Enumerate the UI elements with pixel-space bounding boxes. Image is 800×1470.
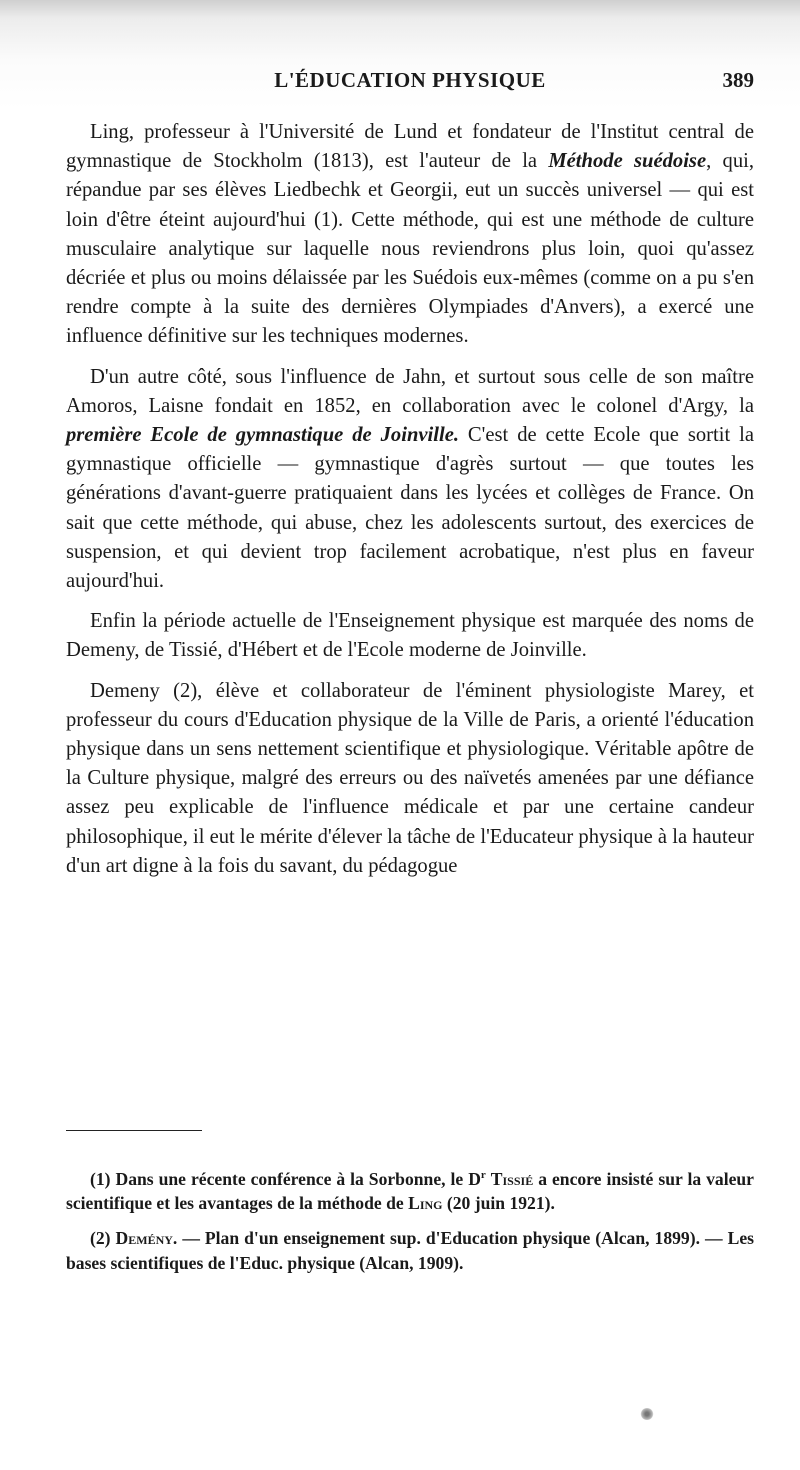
footnote-text: a encore insisté sur la valeur scientifique et les avantages de la méthode de: [66, 1169, 754, 1214]
emphasis-ecole-joinville: première Ecole de gymnastique de Joinville.: [66, 424, 459, 447]
paragraph-periode-actuelle: Enfin la période actuelle de l'Enseignement physique est marquée des noms de Demeny, de Tissié, d'Hébert et de l'Ecole moderne de Joinville.: [66, 610, 754, 662]
footnote-1: [66, 1167, 754, 1215]
footnotes: [66, 1167, 754, 1286]
running-title: L'ÉDUCATION PHYSIQUE: [274, 68, 546, 92]
emphasis-methode-suedoise: Méthode suédoise: [548, 150, 707, 173]
footnote-text: . — Plan d'un enseignement sup. d'Education physique (Alcan, 1899). — Les bases scientifiques de l'Educ. physique (Alcan, 1909).: [66, 1228, 754, 1273]
small-caps-name: Tissié: [490, 1169, 534, 1189]
footnote-2: [66, 1226, 754, 1274]
paragraph-text: D'un autre côté, sous l'influence de Jahn, et surtout sous celle de son maître Amoros, Laisne fondait en 1852, en collaboration avec le colonel d'Argy, la: [66, 365, 754, 417]
page-number: 389: [722, 68, 754, 92]
paragraph-ling: [66, 118, 754, 352]
superscript: r: [480, 1169, 486, 1182]
paragraph-joinville: [66, 363, 754, 597]
ink-speck: [640, 1408, 654, 1420]
page-body: [66, 118, 754, 892]
paragraph-text: , qui, répandue par ses élèves Liedbechk et Georgii, eut un succès universel — qui est loin d'être éteint aujourd'hui (1). Cette méthode, qui est une méthode de culture musculaire analytique sur laquelle nous reviendrons plus loin, quoi qu'assez décriée et plus ou moins délaissée par les Suédois eux-mêmes (comme on a pu s'en rendre compte à la suite des dernières Olympiades d'Anvers), a exercé une influence définitive sur les techniques modernes.: [66, 150, 754, 348]
paragraph-text: Ling, professeur à l'Université de Lund et fondateur de l'Institut central de gymnastique de Stockholm (1813), est l'auteur de la: [66, 121, 754, 173]
small-caps-name: Ling: [408, 1193, 443, 1214]
paragraph-demeny: Demeny (2), élève et collaborateur de l'éminent physiologiste Marey, et professeur du cours d'Education physique de la Ville de Paris, a orienté l'éducation physique dans un sens nettement scientifique et physiologique. Véritable apôtre de la Culture physique, malgré des erreurs ou des naïvetés amenées par une défiance assez peu explicable de l'influence médicale et par une certaine candeur philosophique, il eut le mérite d'élever la tâche de l'Educateur physique à la hauteur d'un art digne à la fois du savant, du pédagogue: [66, 679, 754, 877]
page-header: [66, 66, 754, 102]
paragraph-text: C'est de cette Ecole que sortit la gymnastique officielle — gymnastique d'agrès surtout — que toutes les générations d'avant-guerre pratiquaient dans les lycées et collèges de France. On sait que cette méthode, qui abuse, chez les adolescents surtout, des exercices de suspension, et qui devient trop facilement acrobatique, n'est plus en faveur aujourd'hui.: [66, 424, 754, 593]
footnote-separator: [66, 1130, 202, 1131]
footnote-text: (1) Dans une récente conférence à la Sorbonne, le D: [90, 1169, 481, 1189]
small-caps-name: Demény: [115, 1228, 173, 1249]
footnote-text: (2): [90, 1228, 116, 1249]
footnote-text: (20 juin 1921).: [442, 1193, 555, 1214]
